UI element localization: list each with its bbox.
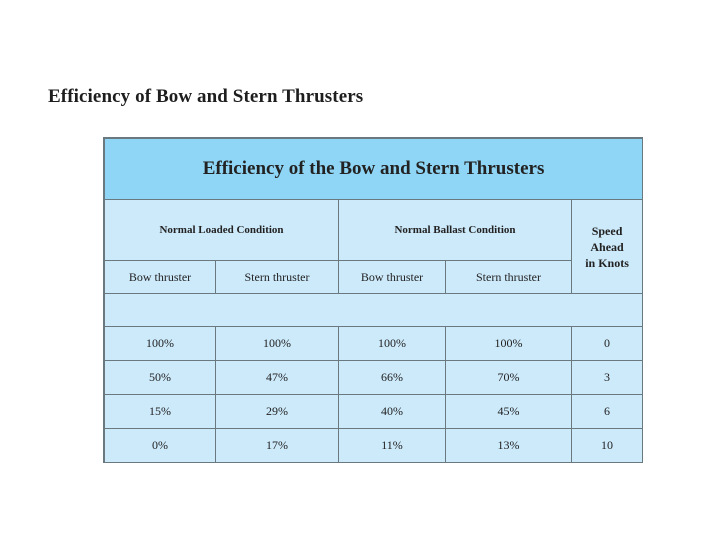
- page-title: Efficiency of Bow and Stern Thrusters: [48, 86, 364, 107]
- speed-header-line: Ahead: [590, 239, 624, 254]
- speed-header-line: in Knots: [585, 255, 629, 270]
- sub-header-bow-ballast: Bow thruster: [339, 261, 446, 294]
- table-row: [105, 395, 643, 429]
- table-row: [105, 327, 643, 361]
- group-header-loaded: Normal Loaded Condition: [105, 200, 339, 261]
- speed-header-line: Speed: [591, 223, 623, 238]
- table-cell: 45%: [446, 395, 572, 429]
- table-cell: 6: [572, 395, 643, 429]
- group-header-ballast: Normal Ballast Condition: [339, 200, 572, 261]
- table-cell: 66%: [339, 361, 446, 395]
- table-cell: 10: [572, 429, 643, 463]
- table-cell: 17%: [216, 429, 339, 463]
- spacer-row: [105, 294, 643, 327]
- table-row: [105, 361, 643, 395]
- table-cell: 100%: [216, 327, 339, 361]
- sub-header-bow-loaded: Bow thruster: [105, 261, 216, 294]
- table-cell: 70%: [446, 361, 572, 395]
- table-cell: 0: [572, 327, 643, 361]
- table-cell: 0%: [105, 429, 216, 463]
- table-cell: 100%: [105, 327, 216, 361]
- speed-header: [572, 200, 643, 294]
- table-cell: 50%: [105, 361, 216, 395]
- sub-header-stern-loaded: Stern thruster: [216, 261, 339, 294]
- table-cell: 47%: [216, 361, 339, 395]
- table-cell: 29%: [216, 395, 339, 429]
- table-title: Efficiency of the Bow and Stern Thrusters: [105, 139, 643, 200]
- table-cell: 100%: [446, 327, 572, 361]
- table-cell: 100%: [339, 327, 446, 361]
- table-cell: 3: [572, 361, 643, 395]
- table-cell: 11%: [339, 429, 446, 463]
- table-row: [105, 429, 643, 463]
- table-cell: 15%: [105, 395, 216, 429]
- table-cell: 13%: [446, 429, 572, 463]
- table-cell: 40%: [339, 395, 446, 429]
- thruster-efficiency-table: [103, 137, 643, 463]
- sub-header-stern-ballast: Stern thruster: [446, 261, 572, 294]
